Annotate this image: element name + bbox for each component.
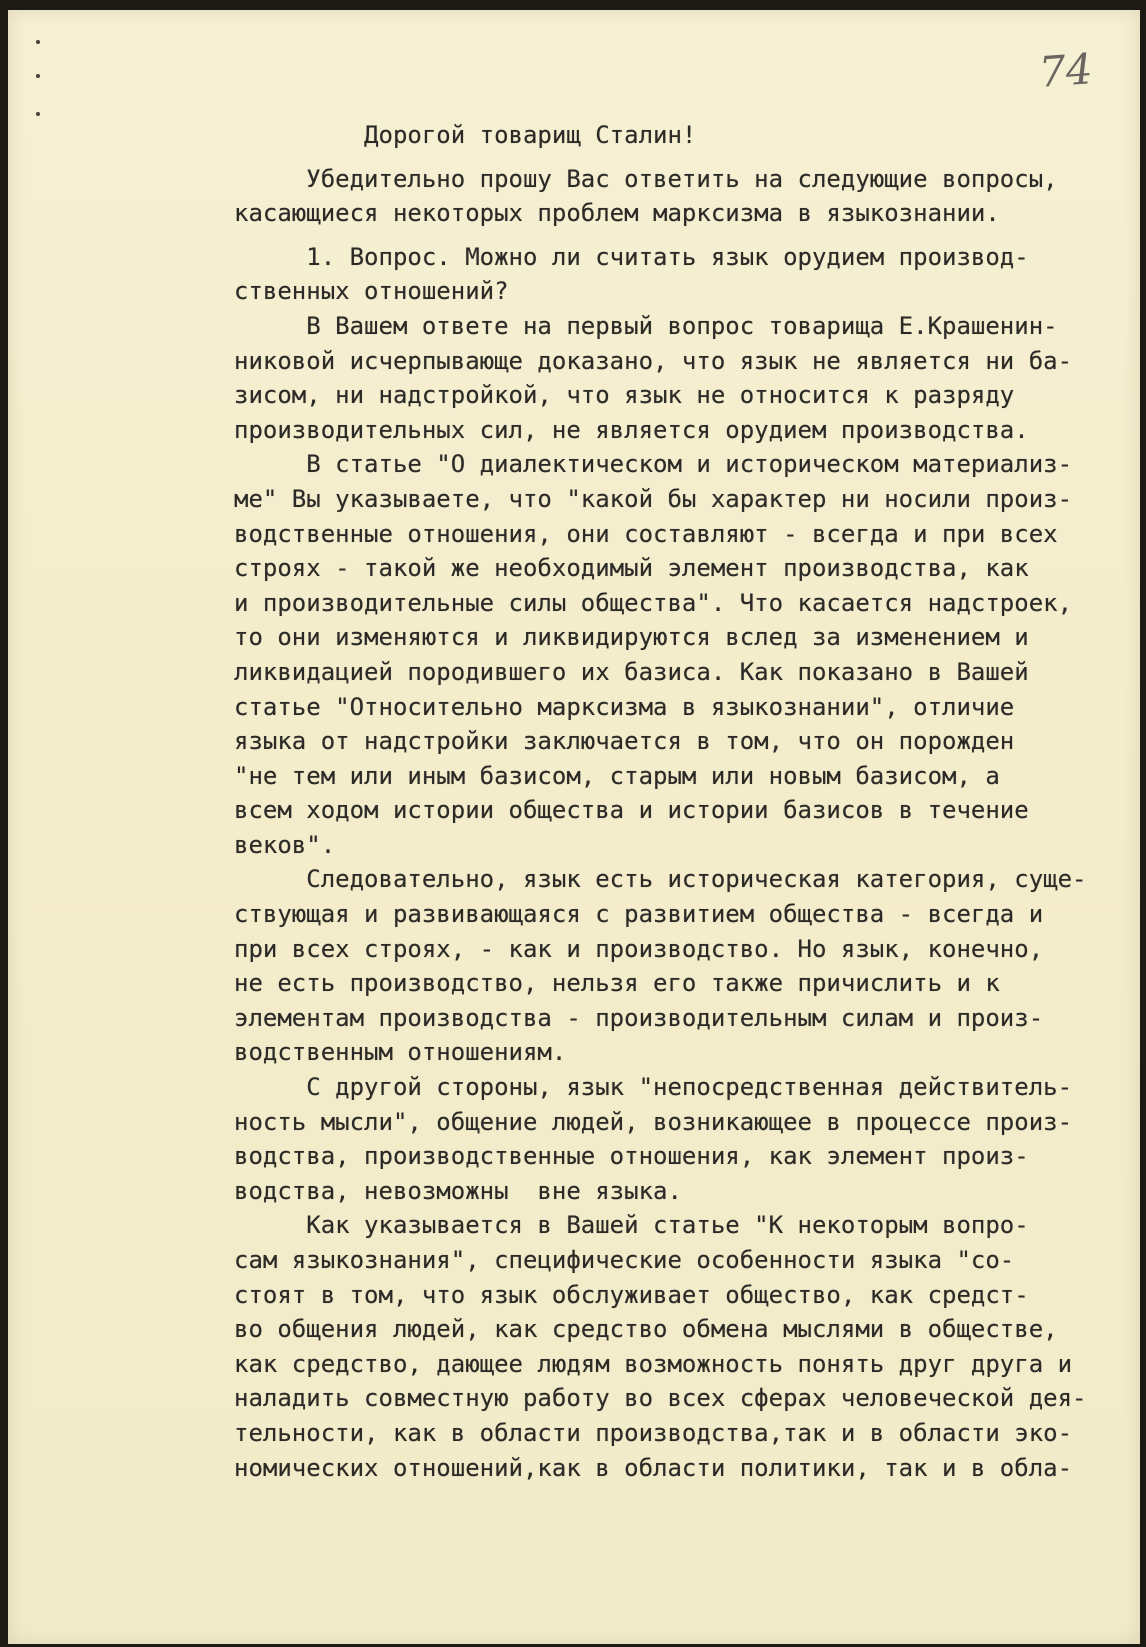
text-line: то они изменяются и ликвидируются вслед за изменением и	[234, 623, 1029, 652]
text-line: языка от надстройки заключается в том, что он порожден	[234, 727, 1015, 756]
text-line: ликвидацией породившего их базиса. Как показано в Вашей	[234, 657, 1029, 686]
text-line: никовой исчерпывающе доказано, что язык не является ни ба-	[234, 346, 1073, 375]
text-line: стоят в том, что язык обслуживает общество, как средст-	[234, 1280, 1029, 1309]
text-line: при всех строях, - как и производство. Но язык, конечно,	[234, 934, 1044, 963]
text-line: номических отношений,как в области политики, так и в обла-	[234, 1453, 1073, 1482]
text-line: ствующая и развивающаяся с развитием общества - всегда и	[234, 900, 1044, 929]
text-line: сам языкознания", специфические особенности языка "со-	[234, 1246, 1015, 1274]
text-line: во общения людей, как средство обмена мыслями в обществе,	[234, 1315, 1058, 1344]
binding-holes	[32, 40, 46, 120]
text-line: Следовательно, язык есть историческая категория, суще-	[234, 865, 1087, 894]
text-line: водственные отношения, они составляют - всегда и при всех	[234, 519, 1058, 548]
text-line: производительных сил, не является орудием производства.	[234, 415, 1029, 444]
letter-salutation: Дорогой товарищ Сталин!	[234, 121, 697, 149]
text-line: касающиеся некоторых проблем марксизма в языкознании.	[234, 199, 1000, 228]
text-line: тельности, как в области производства,так и в области эко-	[234, 1418, 1073, 1447]
text-line: и производительные силы общества". Что касается надстроек,	[234, 588, 1073, 617]
typed-letter-body	[234, 118, 1134, 1485]
text-line: "не тем или иным базисом, старым или новым базисом, а	[234, 761, 1000, 790]
paragraph-gap	[234, 153, 1134, 162]
document-page	[8, 10, 1140, 1644]
page-number: 74	[1036, 44, 1094, 97]
paragraph-gap	[234, 231, 1134, 240]
text-line: зисом, ни надстройкой, что язык не относится к разряду	[234, 381, 1015, 410]
text-line: не есть производство, нельзя его также причислить и к	[234, 969, 1000, 998]
text-line: строях - такой же необходимый элемент производства, как	[234, 554, 1029, 583]
text-line: водства, невозможны вне языка.	[234, 1176, 682, 1205]
text-line: веков".	[234, 830, 336, 859]
text-line: ме" Вы указываете, что "какой бы характер ни носили произ-	[234, 484, 1073, 513]
text-line: водства, производственные отношения, как элемент произ-	[234, 1142, 1029, 1171]
text-line: В Вашем ответе на первый вопрос товарища Е.Крашенин-	[234, 311, 1058, 340]
text-line: С другой стороны, язык "непосредственная действитель-	[234, 1073, 1073, 1102]
text-line: статье "Относительно марксизма в языкознании", отличие	[234, 692, 1015, 721]
text-line: Как указывается в Вашей статье "К некоторым вопро-	[234, 1211, 1029, 1240]
text-line: элементам производства - производительным силам и произ-	[234, 1003, 1044, 1032]
text-line: всем ходом истории общества и истории базисов в течение	[234, 796, 1029, 825]
text-line: ность мысли", общение людей, возникающее в процессе произ-	[234, 1107, 1073, 1136]
text-line: В статье "О диалектическом и историческом материализ-	[234, 450, 1073, 479]
text-line: наладить совместную работу во всех сферах человеческой дея-	[234, 1384, 1087, 1413]
text-line: как средство, дающее людям возможность понять друг друга и	[234, 1349, 1073, 1378]
text-line: водственным отношениям.	[234, 1038, 567, 1067]
text-line: Убедительно прошу Вас ответить на следующие вопросы,	[234, 164, 1058, 193]
text-line: ственных отношений?	[234, 277, 509, 306]
text-line: 1. Вопрос. Можно ли считать язык орудием производ-	[234, 242, 1029, 271]
